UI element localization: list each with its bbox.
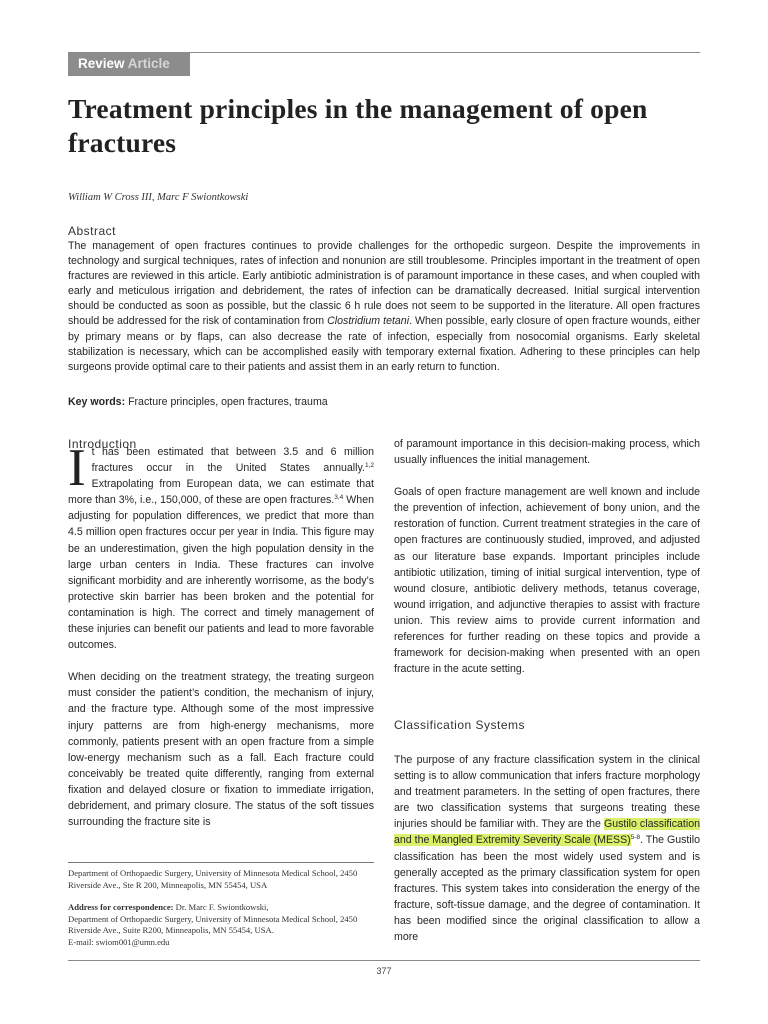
classification-text-b: . The Gustilo classification has been the most widely used system and is generally accepted as the primary classification system for open fractures. This system takes into consideration the energy of the fracture, soft-tissue damage, and the degree of contamination. It has been modified since the original classification to allow a more xyxy=(394,834,700,944)
introduction-heading: Introduction xyxy=(68,437,137,451)
correspondence-footnote xyxy=(68,902,374,948)
right-column-lower xyxy=(394,752,700,945)
page-number: 377 xyxy=(376,966,392,976)
right-paragraph-1: of paramount importance in this decision-making process, which usually influences the initial management. xyxy=(394,438,700,467)
abstract-heading: Abstract xyxy=(68,224,117,238)
affiliation-footnote: Department of Orthopaedic Surgery, University of Minnesota Medical School, 2450 Riverside Ave., Ste R 200, Minneapolis, MN 55454, USA xyxy=(68,868,358,890)
drop-cap: I xyxy=(68,439,86,497)
badge-review: Review xyxy=(78,56,125,71)
keywords xyxy=(68,396,328,408)
intro-p1-text-a: t has been estimated that between 3.5 and 6 million fractures occur in the United States annually. xyxy=(91,446,374,475)
left-column xyxy=(68,439,374,830)
citation-ref: 3,4 xyxy=(334,494,344,502)
classification-paragraph xyxy=(394,752,700,945)
correspondence-name: Dr. Marc F. Swiontkowski, xyxy=(173,902,269,912)
highlighted-text[interactable]: Gustilo classification and the Mangled Extremity Severity Scale (MESS) xyxy=(394,818,700,847)
abstract-italic-organism: Clostridium tetani xyxy=(327,315,410,328)
intro-p1-text-b: Extrapolating from European data, we can estimate that more than 3%, i.e., 150,000, of these are open fractures. xyxy=(68,478,374,507)
abstract-part-1: The management of open fractures continues to provide challenges for the orthopedic surgeon. Despite the improvements in technology and surgical techniques, rates of infection and nonunion are still troublesome. Principles important in the treatment of open fractures are reviewed in this article. Early antibiotic administration is of paramount importance in these cases, and when coupled with early and meticulous irrigation and debridement, the rates of infection can be dramatically decreased. Initial surgical intervention should be conducted as soon as possible, but the classic 6 h rule does not seem to be supported in the literature. All open fractures should be addressed for the risk of contamination from xyxy=(68,240,700,328)
right-column xyxy=(394,436,700,677)
citation-ref: 1,2 xyxy=(364,462,374,470)
intro-p1-text-c: When adjusting for population differences, we predict that more than 4.5 million open fractures occur per year in India. This figure may be an underestimation, given the high population density in the large urban centers in India. These fractures can involve significant morbidity and are inherently worrisome, as the body’s protective skin barrier has been broken and the potential for contamination is high. The correct and timely management of these injuries can benefit our patients and lead to more favorable outcomes. xyxy=(68,494,374,652)
article-type-badge xyxy=(68,52,190,76)
citation-ref: 5-8 xyxy=(630,834,641,842)
footnote-rule xyxy=(68,862,374,863)
correspondence-email[interactable]: E-mail: swiom001@umn.edu xyxy=(68,936,170,947)
classification-heading: Classification Systems xyxy=(394,718,526,732)
intro-paragraph-2: When deciding on the treatment strategy, the treating surgeon must consider the patient’s condition, the mechanism of injury, and the fracture type. Although some of the most impressive injury patterns are from high-energy mechanisms, more commonly, patients present with an open fracture from a simple low-energy mechanism such as a fall. Each fracture could conceivably be treated quite differently, ranging from external fixation and delayed closure or fixation to immediate irrigation, debridement, and primary closure. The status of the soft tissues surrounding the fracture site is xyxy=(68,671,374,829)
footer-rule xyxy=(68,960,700,961)
classification-text-a: The purpose of any fracture classification system in the clinical setting is to allow communication that infers fracture morphology and treatment parameters. In the setting of open fractures, there are two classification systems that surgeons treating these injuries should be familiar with. They are the xyxy=(394,754,700,831)
correspondence-address: Department of Orthopaedic Surgery, University of Minnesota Medical School, 2450 Riverside Ave., Suite R200, Minneapolis, MN 55454, USA. xyxy=(68,913,358,935)
author-list: William W Cross III, Marc F Swiontkowski xyxy=(68,192,249,203)
keywords-label: Key words: xyxy=(68,396,126,408)
right-paragraph-2: Goals of open fracture management are well known and include the prevention of infection, achievement of bony union, and the restoration of function. Current treatment strategies in the care of open fractures are continuously studied, improved, and adjusted as our literature base expands. Important principles include antibiotic utilization, timing of initial surgical intervention, type of wound closure, antibiotic delivery methods, tetanus coverage, wound irrigation, and adjunctive therapies to assist with fracture union. This review aims to provide current information and references for further reading on these topics and provide a framework for decision-making when presented with an open fracture in the acute setting. xyxy=(394,486,700,676)
keywords-value: Fracture principles, open fractures, trauma xyxy=(128,396,328,408)
article-title: Treatment principles in the management of open fractures xyxy=(68,93,648,158)
badge-article: Article xyxy=(127,56,170,71)
correspondence-line xyxy=(68,902,374,914)
abstract-text xyxy=(68,239,700,375)
correspondence-label: Address for correspondence: xyxy=(68,902,174,912)
intro-paragraph-1 xyxy=(68,439,374,653)
abstract-part-2: . When possible, early closure of open fracture wounds, either by primary means or by flaps, can also decrease the rate of infection, especially from nosocomial organisms. Early skeletal stabilization is necessary, which can be accomplished easily with temporary external fixation. Adhering to these principles can help surgeons provide optimal care to their patients and assist them in an early return to function. xyxy=(68,315,700,373)
